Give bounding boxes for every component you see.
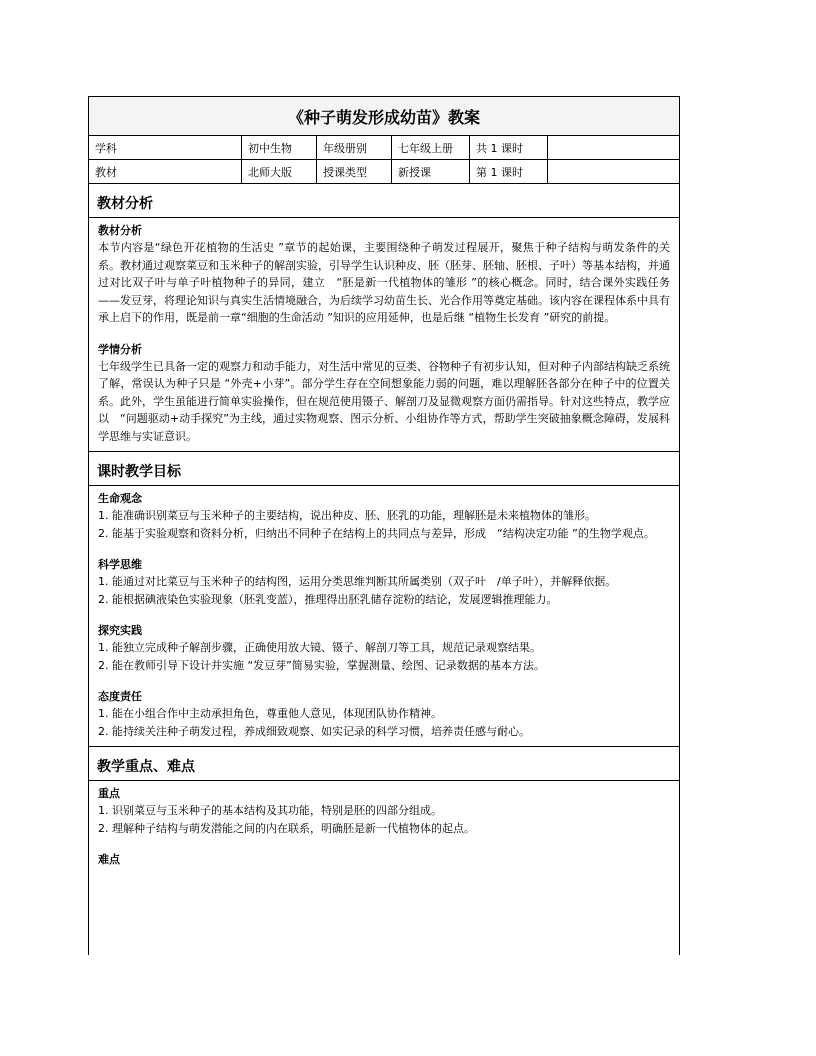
info-cell: 北师大版 — [242, 160, 317, 183]
subtitle-attitude-responsibility: 态度责任 — [98, 690, 142, 703]
lesson-plan-table — [88, 96, 680, 955]
subtitle-student-analysis: 学情分析 — [98, 342, 142, 356]
info-row-subject — [89, 136, 679, 160]
info-cell-empty — [548, 136, 679, 159]
objective-item: 1. 能独立完成种子解剖步骤，正确使用放大镜、镊子、解剖刀等工具，规范记录观察结果。 — [98, 641, 541, 654]
subtitle-scientific-thinking: 科学思维 — [98, 558, 142, 571]
objective-item: 2. 能在教师引导下设计并实施 “发豆芽”简易实验，掌握测量、绘图、记录数据的基本方法。 — [98, 658, 545, 672]
focus-item: 2. 理解种子结构与萌发潜能之间的内在联系，明确胚是新一代植物体的起点。 — [98, 821, 475, 835]
section-body-analysis — [89, 218, 679, 452]
subtitle-life-concept: 生命观念 — [98, 492, 142, 505]
info-cell: 年级册别 — [317, 136, 392, 159]
focus-item: 1. 识别菜豆与玉米种子的基本结构及其功能，特别是胚的四部分组成。 — [98, 804, 442, 817]
info-cell: 授课类型 — [317, 160, 392, 183]
subtitle-inquiry-practice: 探究实践 — [98, 624, 142, 637]
document-title: 《种子萌发形成幼苗》教案 — [89, 97, 679, 136]
section-heading-analysis: 教材分析 — [89, 184, 679, 218]
info-cell: 学科 — [89, 136, 242, 159]
objective-item: 1. 能准确识别菜豆与玉米种子的主要结构，说出种皮、胚、胚乳的功能，理解胚是未来植物体的雏形。 — [98, 509, 596, 522]
objective-item: 2. 能根据碘液染色实验现象（胚乳变蓝），推理得出胚乳储存淀粉的结论，发展逻辑推理能力。 — [98, 592, 558, 606]
info-cell: 新授课 — [392, 160, 470, 183]
info-cell: 第 1 课时 — [470, 160, 548, 183]
subtitle-focus: 重点 — [98, 787, 120, 800]
info-row-textbook — [89, 160, 679, 184]
objective-item: 2. 能持续关注种子萌发过程，养成细致观察、如实记录的科学习惯，培养责任感与耐心。 — [98, 724, 530, 738]
info-cell: 共 1 课时 — [470, 136, 548, 159]
subtitle-textbook-analysis: 教材分析 — [98, 224, 142, 237]
info-cell: 教材 — [89, 160, 242, 183]
subtitle-difficulty: 难点 — [98, 853, 120, 866]
paragraph-student-analysis: 七年级学生已具备一定的观察力和动手能力，对生活中常见的豆类、谷物种子有初步认知，但对种子内部结构缺乏系统了解，常误认为种子只是 “外壳+小芽”。部分学生存在空间想象能力弱的问题，难以理解胚各部分在种子中的位置关系。此外，学生虽能进行简单实验操作，但在规范使用镊子、解剖刀及显微观察方面仍需指导。针对这些特点，教学应以 “问题驱动+动手探究”为主线，通过实物观察、图示分析、小组协作等方式，帮助学生突破抽象概念障碍，发展科学思维与实证意识。 — [98, 359, 670, 443]
section-body-key-points — [89, 781, 679, 874]
info-cell: 初中生物 — [242, 136, 317, 159]
paragraph-textbook-analysis: 本节内容是“绿色开花植物的生活史 ”章节的起始课，主要围绕种子萌发过程展开，聚焦于种子结构与萌发条件的关系。教材通过观察菜豆和玉米种子的解剖实验，引导学生认识种皮、胚（胚芽、胚轴、胚根、子叶）等基本结构，并通过对比双子叶与单子叶植物种子的异同，建立 “胚是新一代植物体的雏形 ”的核心概念。同时，结合课外实践任务 ——发豆芽，将理论知识与真实生活情境融合，为后续学习幼苗生长、光合作用等奠定基础。该内容在课程体系中具有承上启下的作用，既是前一章“细胞的生命活动 ”知识的应用延伸，也是后继 “植物生长发育 ”研究的前提。 — [98, 241, 670, 324]
info-cell: 七年级上册 — [392, 136, 470, 159]
info-cell-empty — [548, 160, 679, 183]
objective-item: 1. 能在小组合作中主动承担角色，尊重他人意见，体现团队协作精神。 — [98, 707, 442, 720]
objective-item: 2. 能基于实验观察和资料分析，归纳出不同种子在结构上的共同点与差异，形成 “结构决定功能 ”的生物学观点。 — [98, 526, 655, 540]
section-heading-objectives: 课时教学目标 — [89, 452, 679, 486]
objective-item: 1. 能通过对比菜豆与玉米种子的结构图，运用分类思维判断其所属类别（双子叶 /单子叶），并解释依据。 — [98, 575, 617, 588]
section-heading-key-points: 教学重点、难点 — [89, 747, 679, 781]
section-body-objectives — [89, 486, 679, 747]
